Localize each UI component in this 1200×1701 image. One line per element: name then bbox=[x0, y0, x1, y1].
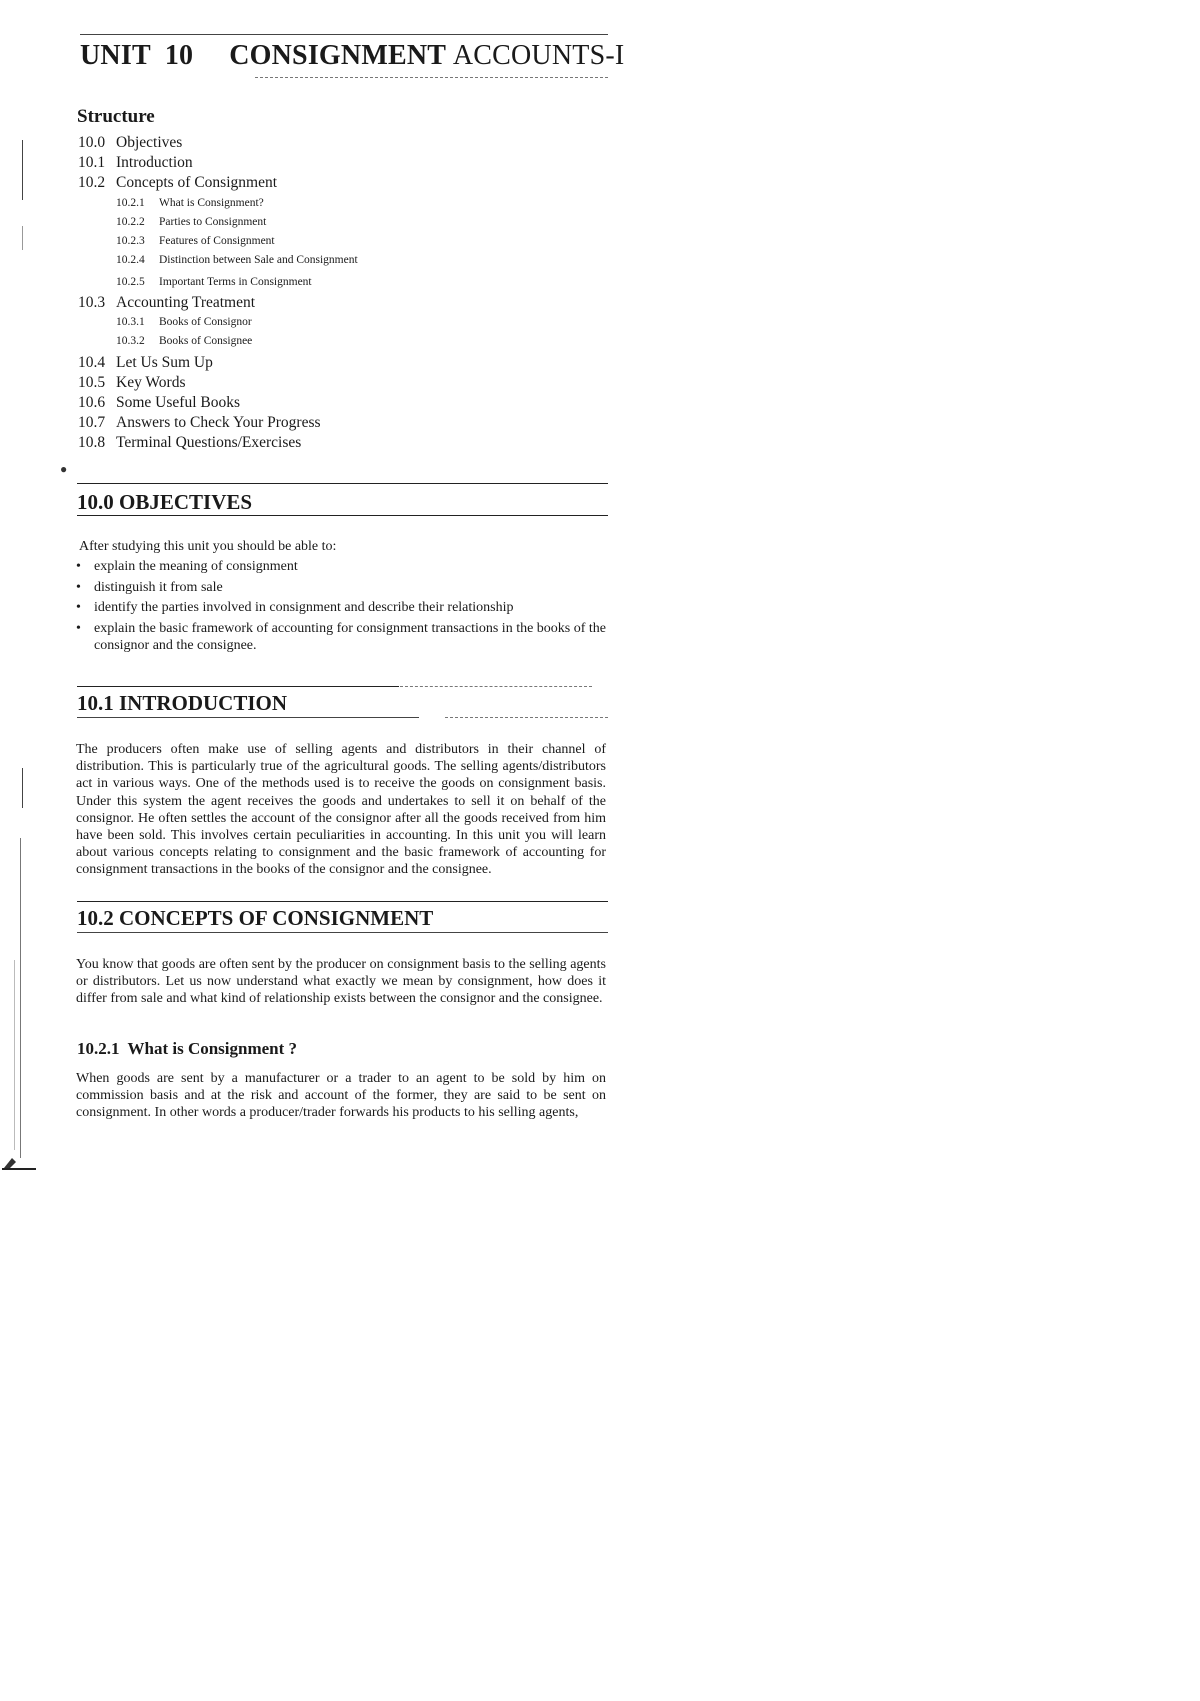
toc-item[interactable]: 10.6 Some Useful Books bbox=[78, 394, 240, 411]
toc-subitem[interactable]: 10.2.4 Distinction between Sale and Consignment bbox=[116, 254, 358, 266]
bullet-icon: • bbox=[76, 620, 81, 636]
toc-item[interactable]: 10.2 Concepts of Consignment bbox=[78, 174, 278, 191]
structure-heading: Structure bbox=[77, 106, 155, 127]
list-item: • distinguish it from sale bbox=[76, 579, 223, 595]
objectives-top-rule bbox=[77, 483, 608, 484]
scan-margin-line bbox=[22, 768, 23, 808]
concepts-bottom-rule bbox=[77, 932, 608, 933]
introduction-bottom-rule-tail bbox=[445, 717, 608, 718]
unit-number: 10 bbox=[164, 40, 194, 71]
scan-speck: ● bbox=[60, 462, 68, 476]
title-underline bbox=[255, 77, 608, 78]
toc-item[interactable]: 10.1 Introduction bbox=[78, 154, 193, 171]
scan-margin-line bbox=[22, 226, 23, 250]
toc-item[interactable]: 10.3 Accounting Treatment bbox=[78, 294, 256, 311]
list-item: • explain the basic framework of accounting for consignment transactions in the books of the consignor and the consignee. bbox=[76, 620, 607, 653]
toc-subitem[interactable]: 10.2.3 Features of Consignment bbox=[116, 235, 275, 247]
unit-title-main: CONSIGNMENT bbox=[229, 40, 446, 71]
concepts-heading: 10.2 CONCEPTS OF CONSIGNMENT bbox=[77, 906, 434, 930]
unit-label: UNIT bbox=[80, 40, 151, 71]
bullet-icon: • bbox=[76, 600, 81, 615]
introduction-top-rule bbox=[77, 686, 399, 687]
toc-subitem[interactable]: 10.2.2 Parties to Consignment bbox=[116, 216, 267, 228]
introduction-paragraph: The producers often make use of selling agents and distributors in their channel of distribution. This is particularly true of the agricultural goods. The selling agents/distributors act in various ways. One of the methods used is to receive the goods on consignment basis. Under this system the agent receives the goods and undertakes to sell it on behalf of the consignor. He often settles the account of the consignor after all the goods received from him have been sold. This involves certain peculiarities in accounting. In this unit you will learn about various concepts relating to consignment and the basic framework of accounting for consignment transactions in the books of the consignor and the consignee. bbox=[76, 742, 606, 878]
toc-subitem[interactable]: 10.3.1 Books of Consignor bbox=[116, 316, 252, 328]
scan-margin-line bbox=[14, 960, 15, 1150]
unit-title-rest: ACCOUNTS-I bbox=[452, 40, 625, 71]
concepts-paragraph: You know that goods are often sent by the producer on consignment basis to the selling agents or distributors. Let us now understand what exactly we mean by consignment, how does it differ from sale and what kind of relationship exists between the consignor and the consignee. bbox=[76, 957, 606, 1007]
toc-item[interactable]: 10.4 Let Us Sum Up bbox=[78, 354, 213, 371]
toc-subitem[interactable]: 10.3.2 Books of Consignee bbox=[116, 335, 253, 347]
subsection-heading bbox=[77, 1039, 297, 1059]
subsection-paragraph: When goods are sent by a manufacturer or a trader to an agent to be sold by him on commission basis and at the risk and account of the former, they are said to be sent on consignment. In other words a producer/trader forwards his products to his selling agents, bbox=[76, 1071, 606, 1121]
list-item: • identify the parties involved in consignment and describe their relationship bbox=[76, 600, 514, 615]
subsection-number: 10.2.1 bbox=[77, 1039, 120, 1058]
unit-title bbox=[80, 40, 624, 72]
toc-item[interactable]: 10.8 Terminal Questions/Exercises bbox=[78, 434, 302, 451]
objectives-list bbox=[76, 558, 616, 658]
scan-margin-line bbox=[20, 838, 21, 1158]
toc-item[interactable]: 10.5 Key Words bbox=[78, 374, 186, 391]
introduction-top-rule-tail bbox=[400, 686, 592, 687]
objectives-heading: 10.0 OBJECTIVES bbox=[77, 490, 253, 514]
toc-item[interactable]: 10.0 Objectives bbox=[78, 134, 183, 151]
toc-subitem[interactable]: 10.2.5 Important Terms in Consignment bbox=[116, 276, 312, 288]
scan-margin-line bbox=[22, 140, 23, 200]
subsection-title: What is Consignment ? bbox=[127, 1039, 298, 1058]
scan-corner-mark bbox=[2, 1156, 36, 1170]
concepts-top-rule bbox=[77, 901, 608, 902]
list-item: • explain the meaning of consignment bbox=[76, 559, 298, 574]
toc-item[interactable]: 10.7 Answers to Check Your Progress bbox=[78, 414, 321, 431]
objectives-bottom-rule bbox=[77, 515, 608, 516]
introduction-heading: 10.1 INTRODUCTION bbox=[77, 691, 288, 715]
top-rule bbox=[80, 34, 608, 35]
introduction-bottom-rule bbox=[77, 717, 419, 718]
bullet-icon: • bbox=[76, 559, 81, 574]
objectives-lead: After studying this unit you should be able to: bbox=[79, 539, 337, 554]
toc-subitem[interactable]: 10.2.1 What is Consignment? bbox=[116, 197, 264, 209]
bullet-icon: • bbox=[76, 579, 81, 595]
